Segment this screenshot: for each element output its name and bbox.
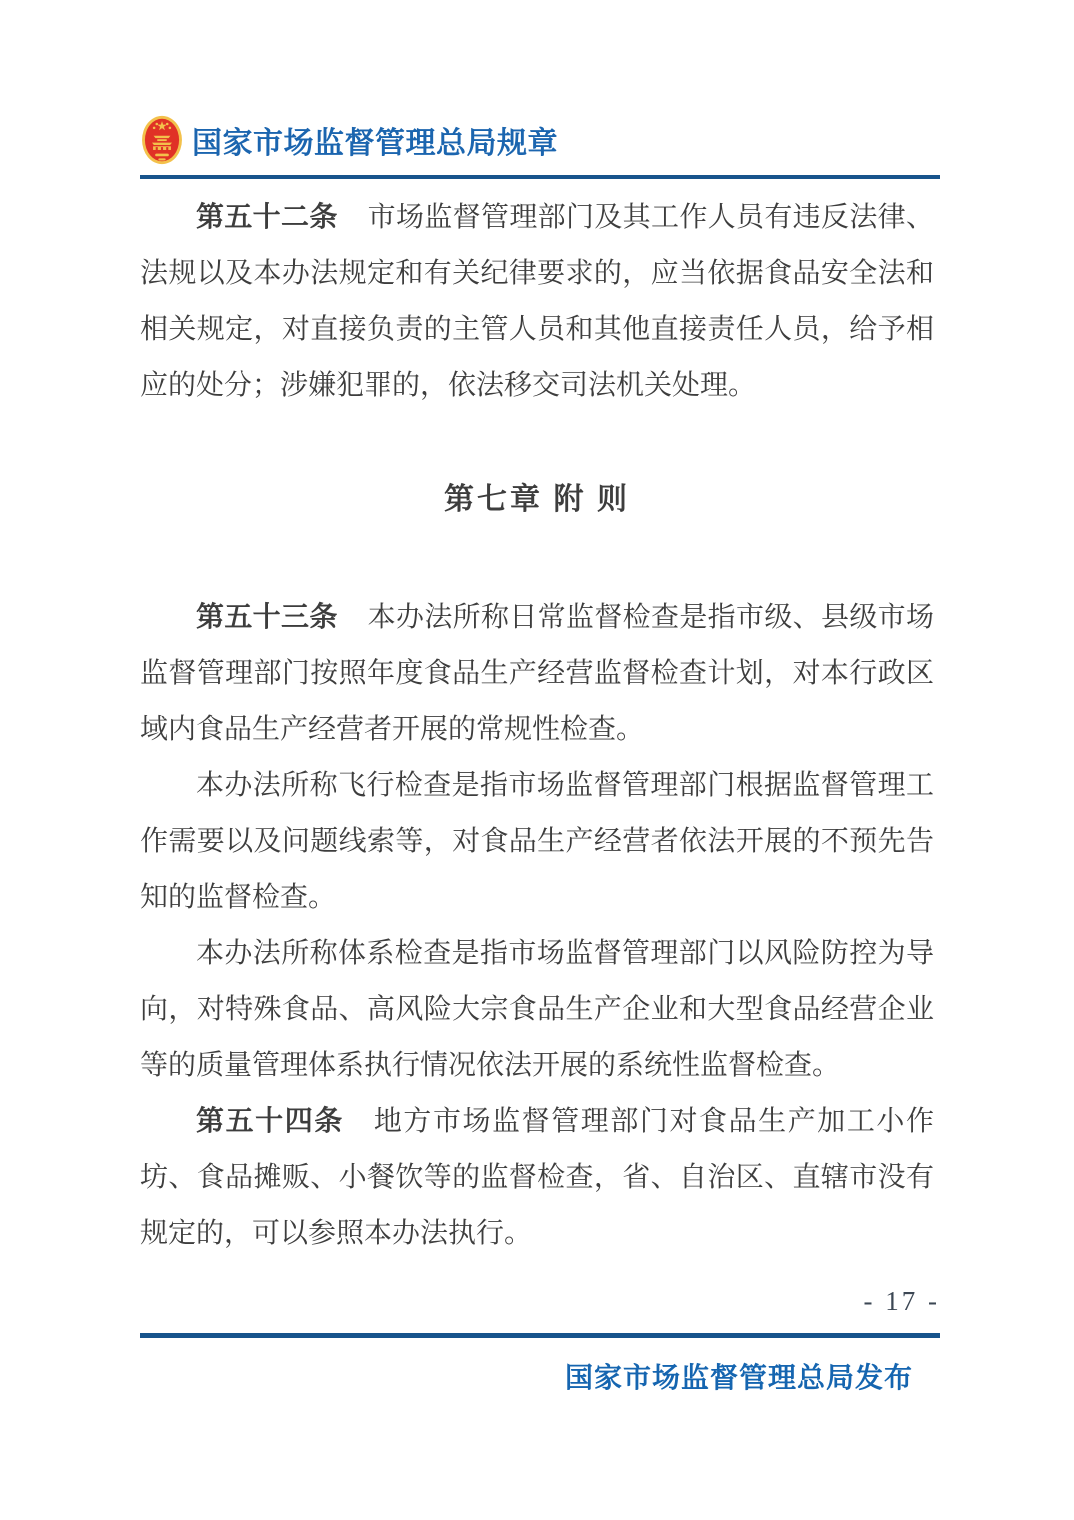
header-rule [140, 175, 940, 179]
system-inspection-paragraph [140, 926, 934, 1094]
article-54-paragraph [140, 1094, 934, 1262]
system-inspection-text: 本办法所称体系检查是指市场监督管理部门以风险防控为导向，对特殊食品、高风险大宗食品生产企业和大型食品经营企业等的质量管理体系执行情况依法开展的系统性监督检查。 [140, 938, 934, 1081]
article-52-number: 第五十二条 [196, 202, 338, 233]
chapter-heading: 第七章 附 则 [444, 483, 630, 516]
article-54-number: 第五十四条 [196, 1106, 344, 1137]
header-title: 国家市场监督管理总局规章 [192, 127, 558, 160]
article-53-paragraph [140, 590, 934, 758]
flight-inspection-paragraph [140, 758, 934, 926]
article-54-text: 地方市场监督管理部门对食品生产加工小作坊、食品摊贩、小餐饮等的监督检查，省、自治区、直辖市没有规定的，可以参照本办法执行。 [140, 1106, 934, 1249]
footer-rule [140, 1333, 940, 1338]
article-53-number: 第五十三条 [196, 602, 338, 633]
article-53-text: 本办法所称日常监督检查是指市级、县级市场监督管理部门按照年度食品生产经营监督检查计划，对本行政区域内食品生产经营者开展的常规性检查。 [140, 602, 934, 745]
page-number: - 17 - [863, 1286, 940, 1316]
publisher-label: 国家市场监督管理总局发布 [564, 1363, 913, 1394]
article-52-paragraph [140, 190, 934, 414]
article-52-text: 市场监督管理部门及其工作人员有违反法律、法规以及本办法规定和有关纪律要求的，应当依据食品安全法和相关规定，对直接负责的主管人员和其他直接责任人员，给予相应的处分；涉嫌犯罪的，依法移交司法机关处理。 [140, 202, 934, 401]
china-national-emblem-icon [141, 114, 183, 166]
page-header [141, 114, 558, 166]
flight-inspection-text: 本办法所称飞行检查是指市场监督管理部门根据监督管理工作需要以及问题线索等，对食品生产经营者依法开展的不预先告知的监督检查。 [140, 770, 934, 913]
document-body [140, 190, 934, 1262]
